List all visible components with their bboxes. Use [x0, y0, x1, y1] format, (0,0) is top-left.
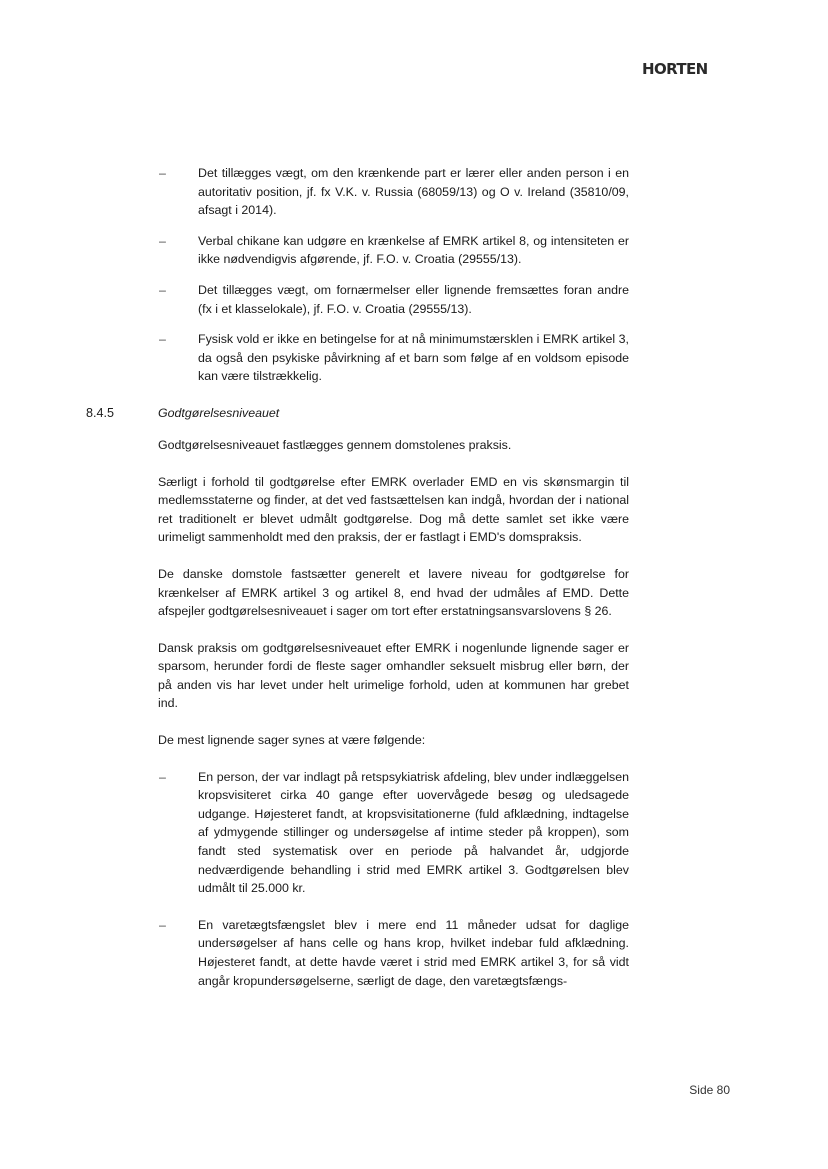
- bullet-list-top: [158, 164, 629, 386]
- paragraph: De mest lignende sager synes at være følgende:: [158, 733, 426, 748]
- horten-logo: [642, 59, 722, 77]
- list-item: [158, 768, 629, 898]
- dash-marker: –: [159, 282, 166, 297]
- paragraph: Godtgørelsesniveauet fastlægges gennem domstolenes praksis.: [158, 437, 512, 452]
- page-content: [86, 164, 629, 1008]
- paragraph: Særligt i forhold til godtgørelse efter EMRK overlader EMD en vis skønsmargin til medlemsstaterne og finder, at det ved fastsættelsen kan indgå, hvordan der i national ret traditionelt er blevet udmålt godtgørelse. Dog må dette samlet set ikke være urimeligt sammenholdt med den praksis, der er fastlagt i EMD's domspraksis.: [158, 474, 629, 545]
- list-item-text: Det tillægges vægt, om fornærmelser eller lignende fremsættes foran andre (fx i et klasselokale), jf. F.O. v. Croatia (29555/13).: [198, 282, 629, 316]
- list-item-text: En varetægtsfængslet blev i mere end 11 måneder udsat for daglige undersøgelser af hans celle og hans krop, hvilket indebar fuld afklædning. Højesteret fandt, at dette havde været i strid med EMRK artikel 3, for så vidt angår kropundersøgelserne, særligt de dage, den varetægtsfængs-: [198, 917, 629, 988]
- list-item: [158, 232, 629, 269]
- dash-marker: –: [159, 166, 166, 180]
- section-title: Godtgørelsesniveauet: [158, 405, 280, 420]
- paragraph: Dansk praksis om godtgørelsesniveauet efter EMRK i nogenlunde lignende sager er sparsom, herunder fordi de fleste sager omhandler seksuelt misbrug eller børn, der på anden vis har levet under helt urimelige forhold, uden at kommunen har grebet ind.: [158, 640, 629, 711]
- dash-marker: –: [159, 769, 166, 784]
- page-number: Side 80: [689, 1083, 730, 1097]
- dash-marker: –: [159, 917, 166, 932]
- list-item-text: Fysisk vold er ikke en betingelse for at nå minimumstærsklen i EMRK artikel 3, da også den psykiske påvirkning af et barn som følge af en voldsom episode kan være tilstrækkelig.: [198, 332, 629, 384]
- section-number: 8.4.5: [86, 405, 115, 420]
- list-item: [158, 164, 629, 220]
- list-item-text: En person, der var indlagt på retspsykiatrisk afdeling, blev under indlæggelsen kropsvisiteret cirka 40 gange efter uovervågede besøg og uledsagede udgange. Højesteret fandt, at kropsvisitationerne (fuld afklædning, indtagelse af ydmygende stillinger og undersøgelse af intime steder på kroppen), som fandt sted systematisk over en periode på halvandet år, udgjorde nedværdigende behandling i strid med EMRK artikel 3. Godtgørelsen blev udmålt til 25.000 kr.: [198, 769, 629, 896]
- list-item: [158, 916, 629, 990]
- dash-marker: –: [159, 332, 166, 347]
- dash-marker: –: [159, 233, 166, 248]
- section-heading: [86, 404, 629, 422]
- list-item: [158, 281, 629, 318]
- list-item: [158, 330, 629, 386]
- list-item-text: Det tillægges vægt, om den krænkende part er lærer eller anden person i en autoritativ position, jf. fx V.K. v. Russia (68059/13) og O v. Ireland (35810/09, afsagt i 2014).: [198, 166, 629, 218]
- logo-text: HORTEN: [642, 60, 708, 77]
- paragraph: De danske domstole fastsætter generelt et lavere niveau for godtgørelse for krænkelser af EMRK artikel 3 og artikel 8, end hvad der udmåles af EMD. Dette afspejler godtgørelsesniveauet i sager om tort efter erstatningsansvarslovens § 26.: [158, 566, 629, 619]
- bullet-list-bottom: [158, 768, 629, 991]
- horten-logo-mark: [642, 59, 722, 77]
- list-item-text: Verbal chikane kan udgøre en krænkelse af EMRK artikel 8, og intensiteten er ikke nødvendigvis afgørende, jf. F.O. v. Croatia (29555/13).: [198, 233, 629, 267]
